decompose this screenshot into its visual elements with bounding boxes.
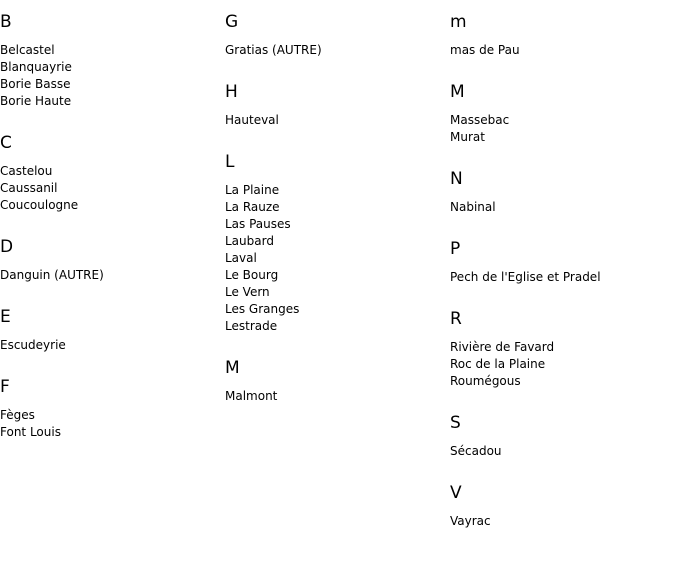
place-link[interactable]: Fèges (0, 408, 35, 422)
place-link[interactable]: Rivière de Favard (450, 340, 555, 354)
letter-group (450, 309, 675, 390)
place-link[interactable]: Hauteval (225, 113, 279, 127)
place-list (225, 42, 450, 59)
letter-group (450, 169, 675, 216)
place-link[interactable]: Lestrade (225, 319, 278, 333)
letter-group (0, 377, 225, 441)
place-link[interactable]: Pech de l'Eglise et Pradel (450, 270, 601, 284)
place-link[interactable]: Nabinal (450, 200, 496, 214)
place-link[interactable]: Borie Haute (0, 94, 72, 108)
letter-heading: M (225, 358, 240, 378)
letter-heading: E (0, 307, 11, 327)
place-list (0, 267, 225, 284)
index-column-1 (0, 12, 225, 464)
letter-group (0, 307, 225, 354)
letter-heading: R (450, 309, 462, 329)
letter-heading: M (450, 82, 465, 102)
place-list (450, 112, 675, 146)
place-list (450, 443, 675, 460)
letter-group (0, 133, 225, 214)
place-link[interactable]: Vayrac (450, 514, 491, 528)
place-link[interactable]: Belcastel (0, 43, 55, 57)
place-link[interactable]: Roumégous (450, 374, 521, 388)
letter-group (0, 12, 225, 110)
place-link[interactable]: La Plaine (225, 183, 280, 197)
letter-heading: m (450, 12, 467, 32)
place-link[interactable]: Blanquayrie (0, 60, 72, 74)
letter-group (225, 82, 450, 129)
place-list (450, 269, 675, 286)
place-list (0, 407, 225, 441)
place-link[interactable]: Font Louis (0, 425, 61, 439)
letter-group (225, 12, 450, 59)
letter-group (450, 413, 675, 460)
place-link[interactable]: Sécadou (450, 444, 502, 458)
letter-group (225, 358, 450, 405)
letter-heading: L (225, 152, 235, 172)
place-link[interactable]: Murat (450, 130, 485, 144)
letter-group (450, 483, 675, 530)
place-link[interactable]: La Rauze (225, 200, 280, 214)
place-link[interactable]: Laubard (225, 234, 274, 248)
place-link[interactable]: Roc de la Plaine (450, 357, 546, 371)
place-list (225, 388, 450, 405)
place-link[interactable]: Malmont (225, 389, 278, 403)
place-list (0, 163, 225, 214)
index-column-3 (450, 12, 675, 553)
place-list (0, 337, 225, 354)
letter-heading: S (450, 413, 461, 433)
place-link[interactable]: Laval (225, 251, 257, 265)
letter-group (450, 12, 675, 59)
letter-group (450, 239, 675, 286)
place-list (225, 112, 450, 129)
place-link[interactable]: Gratias (AUTRE) (225, 43, 322, 57)
letter-heading: F (0, 377, 10, 397)
letter-heading: V (450, 483, 462, 503)
letter-heading: G (225, 12, 239, 32)
letter-heading: D (0, 237, 14, 257)
place-link[interactable]: Le Bourg (225, 268, 279, 282)
place-link[interactable]: Castelou (0, 164, 53, 178)
place-link[interactable]: Borie Basse (0, 77, 71, 91)
place-link[interactable]: mas de Pau (450, 43, 520, 57)
place-list (450, 339, 675, 390)
letter-heading: H (225, 82, 238, 102)
letter-heading: N (450, 169, 463, 189)
place-list (225, 182, 450, 335)
letter-heading: P (450, 239, 461, 259)
place-link[interactable]: Las Pauses (225, 217, 291, 231)
place-link[interactable]: Les Granges (225, 302, 300, 316)
letter-group (0, 237, 225, 284)
letter-heading: B (0, 12, 12, 32)
place-list (450, 199, 675, 216)
place-list (0, 42, 225, 110)
place-link[interactable]: Coucoulogne (0, 198, 79, 212)
letter-group (450, 82, 675, 146)
place-link[interactable]: Le Vern (225, 285, 270, 299)
place-list (450, 42, 675, 59)
place-link[interactable]: Escudeyrie (0, 338, 66, 352)
place-link[interactable]: Caussanil (0, 181, 58, 195)
place-link[interactable]: Massebac (450, 113, 510, 127)
index-column-2 (225, 12, 450, 428)
letter-heading: C (0, 133, 12, 153)
place-link[interactable]: Danguin (AUTRE) (0, 268, 104, 282)
place-list (450, 513, 675, 530)
letter-group (225, 152, 450, 335)
